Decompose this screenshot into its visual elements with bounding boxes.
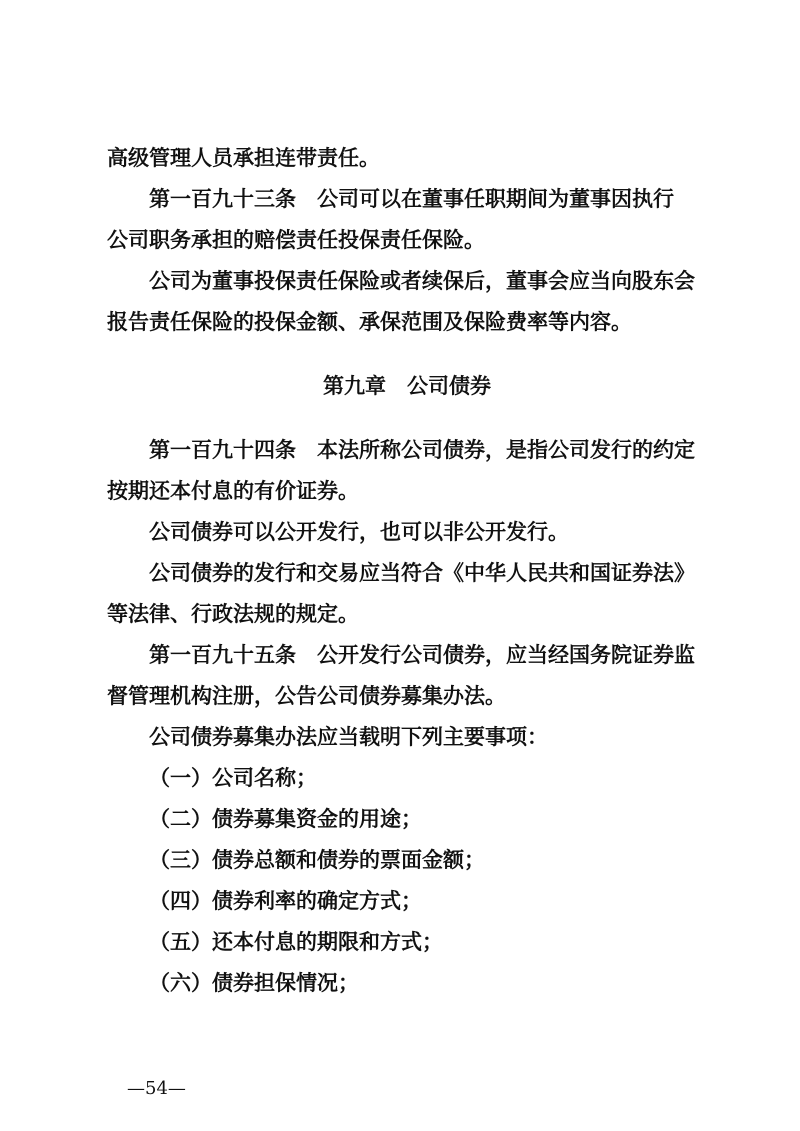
paragraph-text: 公司债券可以公开发行，也可以非公开发行。 <box>149 520 569 544</box>
article-spacer <box>296 643 317 667</box>
paragraph-text: 公司职务承担的赔偿责任投保责任保险。 <box>107 228 485 252</box>
paragraph-text: （二）债券募集资金的用途； <box>149 807 422 831</box>
paragraph <box>107 963 707 1004</box>
page-body <box>107 138 707 1004</box>
paragraph-text: 公司为董事投保责任保险或者续保后，董事会应当向股东会 <box>149 269 695 293</box>
paragraph-text: 公司债券募集办法应当载明下列主要事项： <box>149 725 548 749</box>
paragraph-text: （一）公司名称； <box>149 766 317 790</box>
paragraph <box>107 594 707 635</box>
article-spacer <box>296 187 317 211</box>
paragraph-text: 督管理机构注册，公告公司债券募集办法。 <box>107 684 506 708</box>
paragraph-text: 本法所称公司债券，是指公司发行的约定 <box>317 438 695 462</box>
paragraph <box>107 302 707 343</box>
paragraph <box>107 799 707 840</box>
paragraph <box>107 635 707 676</box>
paragraph <box>107 758 707 799</box>
paragraph-group-1 <box>107 138 707 343</box>
paragraph <box>107 717 707 758</box>
paragraph <box>107 840 707 881</box>
article-number: 第一百九十三条 <box>149 187 296 211</box>
paragraph-text: 等法律、行政法规的规定。 <box>107 602 359 626</box>
paragraph <box>107 881 707 922</box>
paragraph <box>107 430 707 471</box>
article-number: 第一百九十五条 <box>149 643 296 667</box>
article-number: 第一百九十四条 <box>149 438 296 462</box>
paragraph <box>107 138 707 179</box>
paragraph <box>107 471 707 512</box>
chapter-title: 第九章 公司债券 <box>323 374 491 398</box>
paragraph-text: 高级管理人员承担连带责任。 <box>107 146 380 170</box>
article-spacer <box>296 438 317 462</box>
paragraph-text: 报告责任保险的投保金额、承保范围及保险费率等内容。 <box>107 310 632 334</box>
paragraph <box>107 922 707 963</box>
paragraph <box>107 553 707 594</box>
paragraph-text: 公开发行公司债券，应当经国务院证券监 <box>317 643 695 667</box>
paragraph <box>107 512 707 553</box>
paragraph <box>107 220 707 261</box>
paragraph <box>107 676 707 717</box>
paragraph-text: 公司债券的发行和交易应当符合《中华人民共和国证券法》 <box>149 561 695 585</box>
paragraph-text: （六）债券担保情况； <box>149 971 359 995</box>
paragraph <box>107 261 707 302</box>
paragraph-text: （三）债券总额和债券的票面金额； <box>149 848 485 872</box>
paragraph <box>107 179 707 220</box>
paragraph-text: 公司可以在董事任职期间为董事因执行 <box>317 187 674 211</box>
paragraph-group-2 <box>107 430 707 1004</box>
paragraph-text: 按期还本付息的有价证券。 <box>107 479 359 503</box>
paragraph-text: （四）债券利率的确定方式； <box>149 889 422 913</box>
paragraph-text: （五）还本付息的期限和方式； <box>149 930 443 954</box>
page-number: —54— <box>127 1078 186 1099</box>
